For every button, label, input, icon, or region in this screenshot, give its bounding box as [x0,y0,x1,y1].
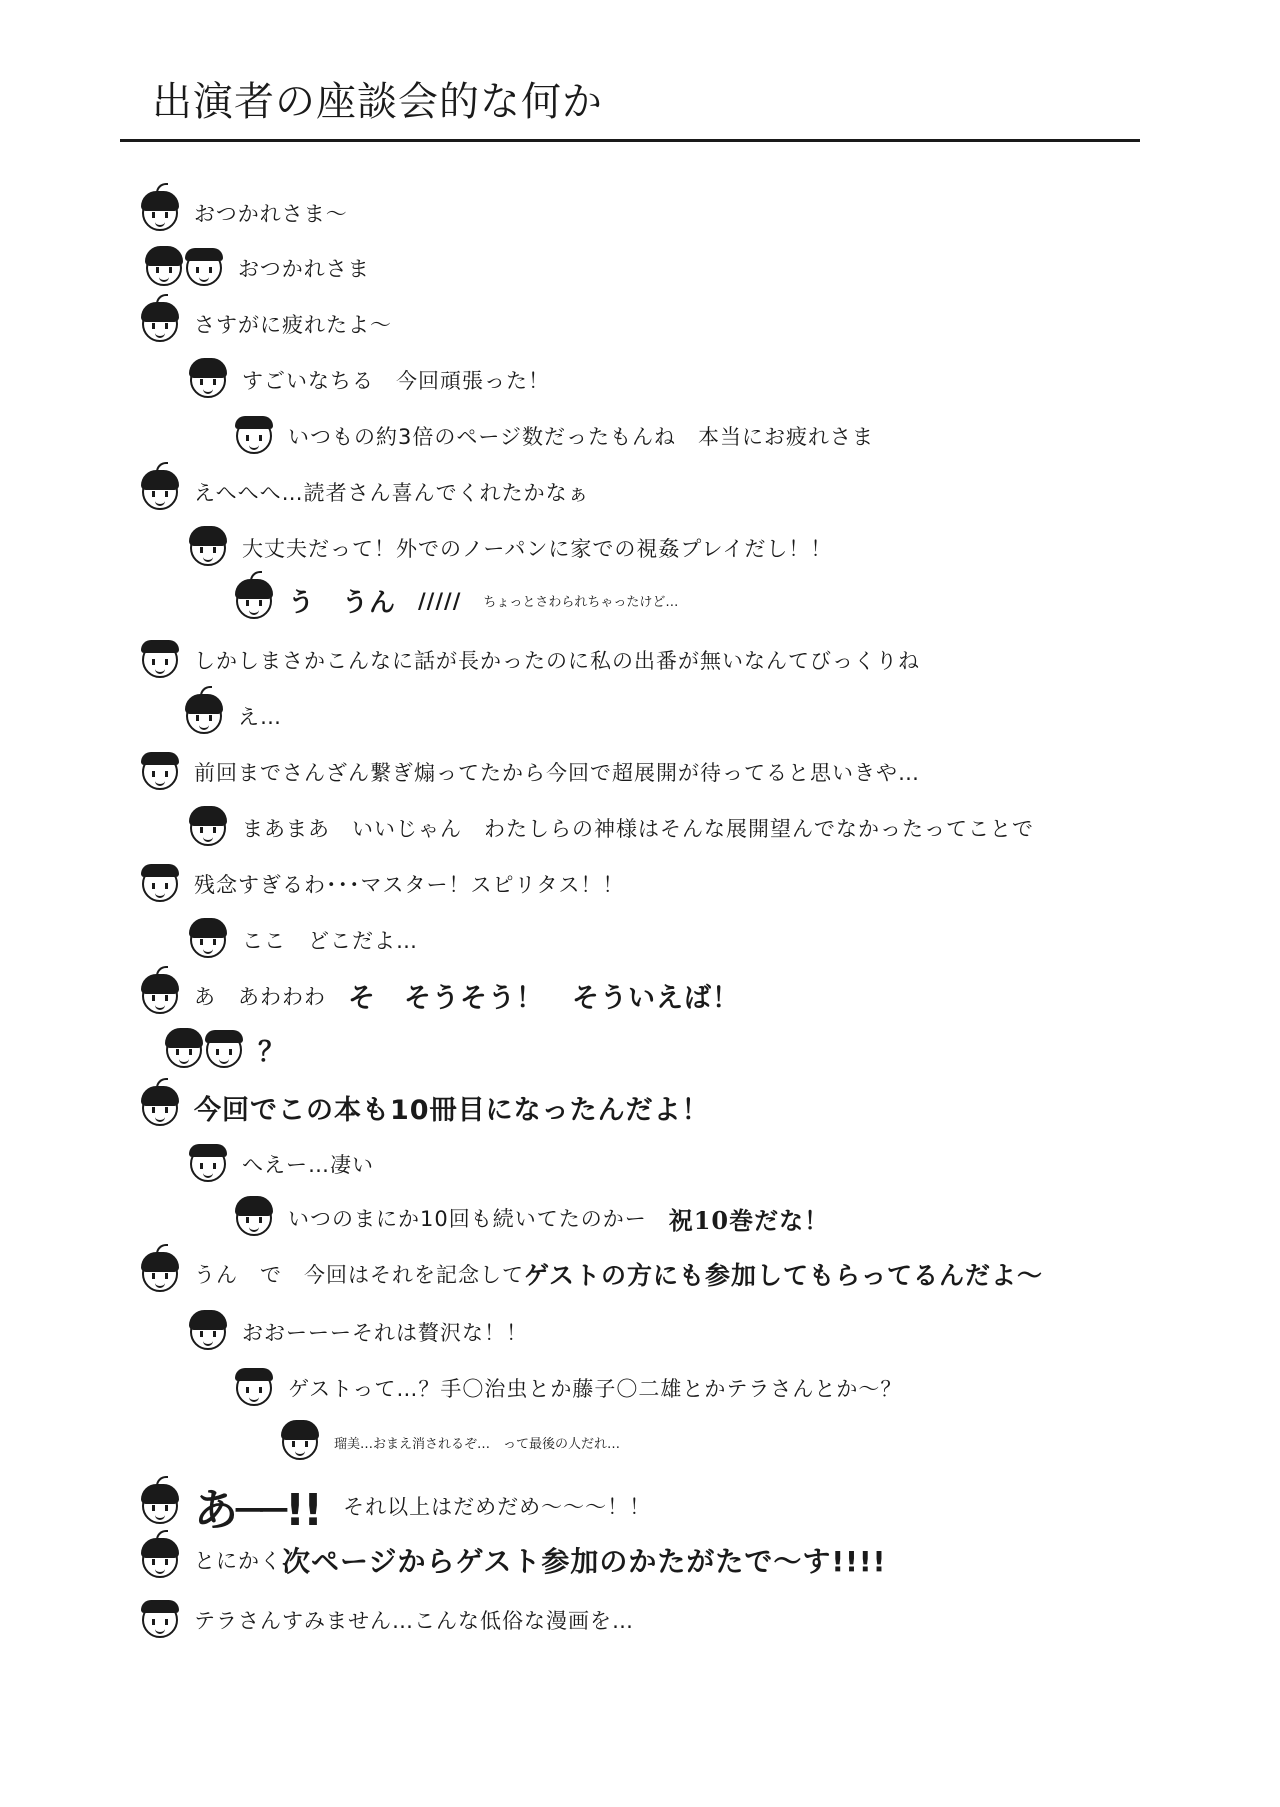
dialogue-line [190,530,832,566]
dialogue-text: おおーーーそれは贅沢な！！ [242,1321,528,1345]
character-face-icon [236,583,272,619]
dialogue-line [142,976,740,1015]
dialogue-line [142,866,625,902]
character-face-icon [146,250,182,286]
character-face-icon [142,306,178,342]
dialogue-text: へえー…凄い [242,1153,374,1177]
character-face-icon [190,810,226,846]
dialogue-text: 残念すぎるわ･･･マスター！スピリタス！！ [194,873,625,897]
dialogue-line [236,1200,829,1236]
dialogue-line [142,474,590,510]
character-face-icon [142,754,178,790]
character-face-icon [190,1146,226,1182]
dialogue-line [190,922,418,958]
dialogue-line [236,1370,902,1406]
character-face-icon [142,1488,178,1524]
dialogue-line [146,250,370,286]
character-face-icon [236,1370,272,1406]
page-title: 出演者の座談会的な何か [152,79,603,125]
dialogue-line [190,1146,374,1182]
dialogue-line [142,195,348,231]
dialogue-text: とにかく [194,1549,282,1573]
dialogue-line [190,810,1034,846]
dialogue-text: テラさんすみません…こんな低俗な漫画を… [194,1609,634,1633]
dialogue-text: おつかれさま [238,257,370,281]
character-face-icon [142,866,178,902]
character-face-icon [186,250,222,286]
dialogue-line [142,642,920,678]
dialogue-text-emphasis: そ そうそう！ そういえば！ [348,983,740,1014]
dialogue-text-emphasis: 次ページからゲスト参加のかたがたで～す!!!! [282,1545,887,1578]
character-face-icon [166,1032,202,1068]
character-face-icon [142,978,178,1014]
dialogue-text-emphasis: ゲストの方にも参加してもらってるんだよ～ [524,1261,1044,1290]
character-face-icon [142,474,178,510]
dialogue-text-blush: ///// [418,588,462,613]
character-face-icon [236,1200,272,1236]
character-face-icon [282,1424,318,1460]
dialogue-line [190,362,550,398]
character-face-icon [190,362,226,398]
character-face-icon [142,1602,178,1638]
dialogue-text: う うん [288,588,397,618]
dialogue-text: え… [238,705,282,729]
dialogue-text: ここ どこだよ… [242,929,418,953]
dialogue-text: ？ [258,1037,286,1068]
dialogue-text: あ あわわわ [194,984,326,1009]
character-face-icon [142,1256,178,1292]
dialogue-text: 前回までさんざん繋ぎ煽ってたから今回で超展開が待ってると思いきや… [194,761,920,785]
dialogue-text: 大丈夫だって！外でのノーパンに家での視姦プレイだし！！ [242,537,833,561]
character-face-icon [142,642,178,678]
character-face-icon [206,1032,242,1068]
dialogue-line [142,1602,634,1638]
dialogue-line [142,1256,1043,1292]
dialogue-shout: あ──!! [194,1485,322,1536]
dialogue-text: まあまあ いいじゃん わたしらの神様はそんな展開望んでなかったってことで [242,817,1034,841]
character-face-icon [190,530,226,566]
dialogue-line [142,754,920,790]
dialogue-line [142,1474,651,1538]
dialogue-text: おつかれさま～ [194,202,348,226]
dialogue-aside: ちょっとさわられちゃったけど… [483,595,679,610]
character-face-icon [186,698,222,734]
dialogue-line [190,1314,528,1350]
dialogue-text: さすがに疲れたよ～ [194,313,392,337]
dialogue-text: しかしまさかこんなに話が長かったのに私の出番が無いなんてびっくりね [194,649,920,673]
dialogue-text: えへへへ…読者さん喜んでくれたかなぁ [194,481,590,505]
character-face-icon [190,922,226,958]
dialogue-text-emphasis: 祝10巻だな！ [668,1205,830,1235]
dialogue-text: うん で 今回はそれを記念して [194,1263,524,1287]
dialogue-line [166,1030,286,1069]
dialogue-text-emphasis: 今回でこの本も10冊目になったんだよ！ [194,1095,710,1126]
dialogue-text: それ以上はだめだめ～～～！！ [343,1495,652,1519]
character-face-icon [142,195,178,231]
dialogue-line [142,1540,886,1580]
title-divider [120,139,1140,142]
dialogue-text: ゲストって…？手〇治虫とか藤子〇二雄とかテラさんとか～？ [288,1377,903,1401]
dialogue-line [236,582,678,619]
dialogue-text: いつもの約3倍のページ数だったもんね 本当にお疲れさま [288,425,874,449]
dialogue-line [142,306,392,342]
character-face-icon [142,1090,178,1126]
dialogue-text: いつのまにか10回も続いてたのかー [288,1207,647,1231]
character-face-icon [142,1542,178,1578]
dialogue-text: すごいなちる 今回頑張った！ [242,369,550,393]
dialogue-line [186,698,282,734]
dialogue-line [236,418,874,454]
character-face-icon [236,418,272,454]
dialogue-aside: 瑠美…おまえ消されるぞ… って最後の人だれ… [334,1436,621,1452]
character-face-icon [190,1314,226,1350]
dialogue-line [142,1088,710,1127]
dialogue-line [282,1424,620,1460]
